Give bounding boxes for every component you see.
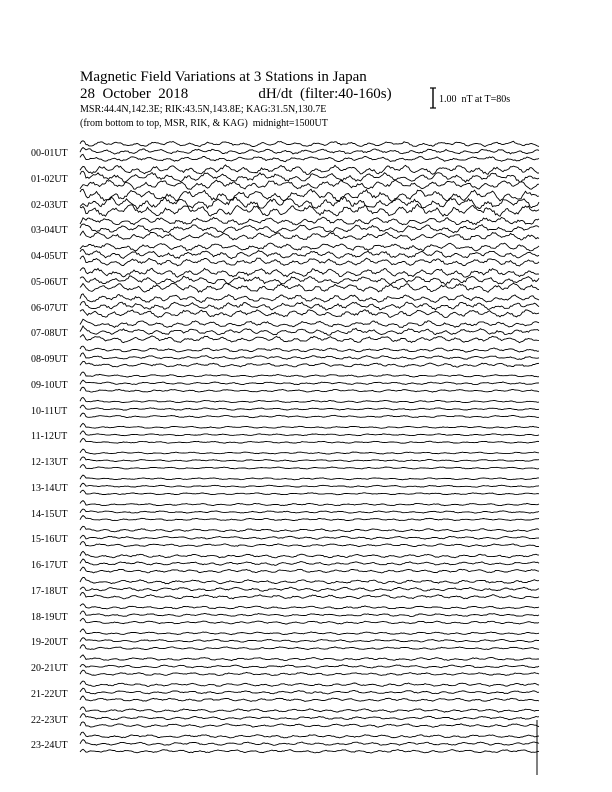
station-trace (80, 294, 539, 303)
station-trace (80, 638, 539, 643)
station-trace (80, 714, 539, 720)
station-trace (80, 180, 539, 189)
station-trace (80, 449, 539, 454)
station-trace (80, 707, 539, 712)
station-trace (80, 243, 539, 251)
station-trace (80, 310, 539, 318)
station-trace (80, 302, 539, 311)
row-label: 12-13UT (31, 457, 68, 468)
station-trace (80, 154, 539, 161)
station-trace (80, 670, 539, 675)
station-trace (80, 681, 539, 686)
station-trace (80, 722, 539, 727)
station-trace (80, 587, 539, 591)
row-label: 18-19UT (31, 611, 68, 623)
station-trace (80, 551, 539, 557)
row-label: 03-04UT (31, 225, 68, 237)
station-trace (80, 655, 539, 661)
station-trace (80, 483, 539, 487)
row-label: 00-01UT (31, 148, 68, 159)
station-trace (80, 387, 539, 392)
station-trace (80, 141, 539, 147)
row-label: 07-08UT (31, 328, 68, 340)
row-label: 06-07UT (31, 302, 68, 314)
station-trace (80, 431, 539, 436)
station-trace (80, 592, 539, 598)
station-trace (80, 405, 539, 410)
station-trace (80, 465, 539, 469)
station-trace (80, 256, 539, 266)
station-trace (80, 335, 539, 343)
station-trace (80, 732, 539, 738)
chart-title: Magnetic Field Variations at 3 Stations in Japan (80, 69, 367, 85)
row-label: 19-20UT (31, 637, 68, 649)
chart-date: 28 October 2018 (80, 86, 189, 102)
station-trace (80, 665, 539, 669)
row-label: 14-15UT (31, 508, 68, 520)
station-trace (80, 204, 539, 216)
station-trace (80, 457, 539, 462)
station-trace (80, 611, 539, 617)
station-trace (80, 250, 539, 259)
station-trace (80, 618, 539, 624)
station-trace (80, 326, 539, 335)
order-note: (from bottom to top, MSR, RIK, & KAG) midnight=1500UT (80, 118, 328, 129)
station-trace (80, 490, 539, 495)
row-label: 02-03UT (31, 199, 68, 211)
row-label: 08-09UT (31, 354, 68, 365)
station-trace (80, 189, 539, 201)
station-trace (80, 688, 539, 694)
station-trace (80, 577, 539, 583)
station-trace (80, 475, 539, 480)
station-trace (80, 516, 539, 521)
station-trace (80, 559, 539, 565)
station-trace (80, 268, 539, 278)
station-trace (80, 148, 539, 155)
station-trace (80, 353, 539, 360)
chart-quantity: dH/dt (filter:40-160s) (258, 86, 392, 102)
station-trace (80, 604, 539, 609)
station-trace (80, 629, 539, 635)
row-label: 05-06UT (31, 276, 68, 288)
station-trace (80, 509, 539, 513)
row-label: 09-10UT (31, 379, 68, 391)
station-trace (80, 749, 539, 753)
row-label: 17-18UT (31, 585, 68, 597)
row-label: 04-05UT (31, 251, 68, 262)
row-label: 21-22UT (31, 688, 68, 700)
stations-info: MSR:44.4N,142.3E; RIK:43.5N,143.8E; KAG:31.5N,130.7E (80, 104, 327, 115)
station-trace (80, 224, 539, 233)
row-label: 16-17UT (31, 560, 68, 571)
row-label: 23-24UT (31, 740, 68, 752)
station-trace (80, 526, 539, 532)
row-label: 01-02UT (31, 173, 68, 185)
station-trace (80, 380, 539, 385)
row-label: 22-23UT (31, 714, 68, 726)
row-label: 11-12UT (31, 431, 68, 443)
station-trace (80, 372, 539, 377)
row-label: 13-14UT (31, 482, 68, 494)
station-trace (80, 696, 539, 702)
row-label: 10-11UT (31, 405, 68, 417)
station-trace (80, 361, 539, 367)
station-trace (80, 397, 539, 402)
station-trace (80, 645, 539, 650)
station-trace (80, 567, 539, 573)
station-trace (80, 346, 539, 352)
station-trace (80, 438, 539, 443)
station-trace (80, 423, 539, 428)
station-trace (80, 231, 539, 240)
station-trace (80, 413, 539, 418)
station-trace (80, 542, 539, 547)
station-trace (80, 217, 539, 225)
station-trace (80, 535, 539, 539)
station-trace (80, 319, 539, 327)
row-label: 20-21UT (31, 663, 68, 674)
station-trace (80, 740, 539, 746)
row-label: 15-16UT (31, 534, 68, 546)
station-trace (80, 283, 539, 292)
station-trace (80, 276, 539, 285)
scale-label: 1.00 nT at T=80s (439, 94, 511, 105)
station-trace (80, 501, 539, 506)
station-trace (80, 171, 539, 182)
station-trace (80, 165, 539, 175)
